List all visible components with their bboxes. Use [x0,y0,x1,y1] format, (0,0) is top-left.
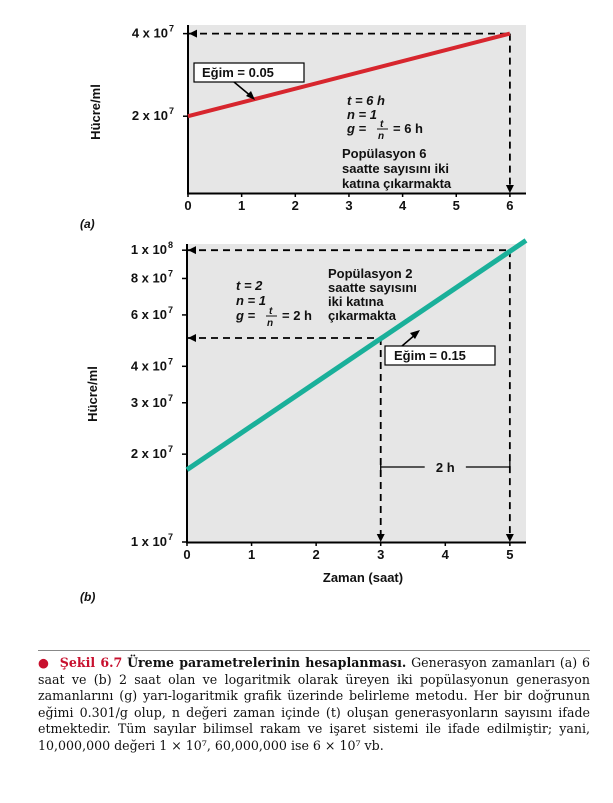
x-tick-label: 4 [441,547,449,562]
x-tick-label: 6 [506,198,514,213]
y-tick-exponent: 7 [168,268,174,279]
x-tick-label: 3 [377,547,385,562]
x-tick-label: 5 [506,547,514,562]
note-line: iki katına [328,294,384,309]
y-axis-label-a: Hücre/ml [88,84,103,140]
slope-box-label-b: Eğim = 0.15 [394,348,466,363]
y-tick-exponent: 7 [168,532,174,542]
y-tick-exponent: 7 [168,444,174,455]
x-tick-label: 1 [247,547,256,562]
y-tick-exponent: 7 [168,392,174,403]
y-tick-label: 4 x 10 [131,25,168,41]
caption-bullet-icon: ● [38,655,50,670]
caption-body: Generasyon zamanları (a) 6 saat ve (b) 2 saat olan ve logaritmik olarak üreyen iki popülasyonun generasyon zamanlarını (g) yarı-logaritmik grafik üzerinde belirleme metodu. Her bir doğrunun eğimi 0.301/g olup, n değeri zaman içinde (t) oluşan generasyonların sayısını ifade etmektedir. Tüm sayılar bilimsel rakam ve işaret sistemi ile ifade edilmiştir; yani, 10,000,000 değeri 1 × 10⁷, 60,000,000 ise 6 × 10⁷ vb. [38,655,590,753]
y-tick-exponent: 7 [169,23,175,34]
x-tick-label: 5 [452,198,460,213]
note-line: Popülasyon 6 [342,146,427,161]
note-line: çıkarmakta [328,308,396,323]
x-tick-label: 1 [238,198,246,213]
y-axis-label-b: Hücre/ml [85,366,100,422]
note-line: katına çıkarmakta [342,176,452,191]
y-tick-label: 8 x 10 [130,270,167,286]
panel-a [80,24,526,231]
ann-n-b: n = 1 [236,293,266,308]
panel-label-a: (a) [80,217,95,231]
panel-b [80,240,526,604]
y-tick-label: 6 x 10 [130,306,167,322]
ann-g-prefix-b: g = [236,308,256,323]
ann-g-prefix-a: g = [347,121,367,136]
x-tick-label: 0 [184,198,192,213]
figure-caption [38,655,590,755]
x-ticks-a [184,193,513,213]
panel-label-b: (b) [80,590,96,604]
y-tick-exponent: 8 [168,240,174,251]
y-tick-exponent: 7 [169,106,175,117]
ann-t-b: t = 2 [236,278,263,293]
y-ticks-a [132,24,188,124]
y-tick-label: 2 x 10 [130,446,167,462]
note-line: saatte sayısını [328,280,417,295]
x-tick-label: 2 [291,198,299,213]
x-tick-label: 3 [345,198,353,213]
interval-label: 2 h [435,460,455,475]
x-tick-label: 4 [398,198,407,213]
note-line: saatte sayısını iki [342,161,449,176]
ann-t-a: t = 6 h [347,93,385,108]
caption-label: Şekil 6.7 [59,655,123,670]
y-tick-label: 1 x 10 [130,534,167,549]
x-axis-label-b: Zaman (saat) [322,570,404,585]
y-tick-label: 3 x 10 [130,394,167,410]
ann-n-a: n = 1 [347,107,377,122]
slope-box-label-a: Eğim = 0.05 [202,65,274,80]
x-tick-label: 2 [312,547,320,562]
y-ticks-b [131,240,187,549]
caption-title: Üreme parametrelerinin hesaplanması. [127,655,407,670]
x-tick-label: 0 [183,547,191,562]
y-tick-label: 1 x 10 [130,242,167,258]
y-tick-exponent: 7 [168,356,174,367]
ann-g-suffix-a: = 6 h [393,121,423,136]
y-tick-label: 2 x 10 [131,108,168,124]
ann-g-den-b: n [267,318,274,329]
note-line: Popülasyon 2 [328,266,413,281]
y-tick-exponent: 7 [168,304,174,315]
x-ticks-b [183,542,513,562]
ann-g-num-b: t [269,306,273,317]
ann-g-suffix-b: = 2 h [282,308,312,323]
y-tick-label: 4 x 10 [130,358,167,374]
ann-g-num-a: t [380,119,384,130]
caption-rule [38,650,590,651]
ann-g-den-a: n [378,131,385,142]
